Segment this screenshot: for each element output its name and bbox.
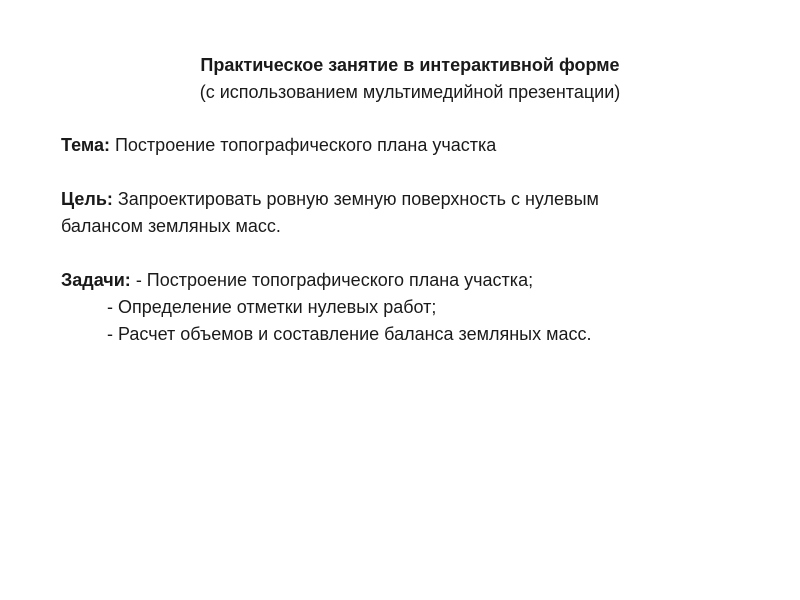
topic-paragraph [61, 132, 761, 159]
body-block [61, 132, 761, 348]
goal-label: Цель: [61, 189, 113, 209]
slide-subtitle: (с использованием мультимедийной презентации) [199, 82, 621, 102]
goal-text-line1: Запроектировать ровную земную поверхность с нулевым [117, 189, 599, 209]
slide-title: Практическое занятие в интерактивной форме [200, 55, 620, 75]
topic-text: Построение топографического плана участка [114, 135, 497, 155]
task-item: - Расчет объемов и составление баланса земляных масс. [107, 324, 592, 344]
task-item: - Построение топографического плана участка; [135, 270, 534, 290]
title-block [0, 52, 800, 106]
goal-text-line2: балансом земляных масс. [61, 216, 281, 236]
spacer [61, 159, 761, 186]
task-item: - Определение отметки нулевых работ; [107, 297, 437, 317]
tasks-label: Задачи: [61, 270, 131, 290]
spacer [61, 240, 761, 267]
goal-paragraph [61, 186, 761, 213]
tasks-paragraph [61, 267, 761, 294]
topic-label: Тема: [61, 135, 110, 155]
